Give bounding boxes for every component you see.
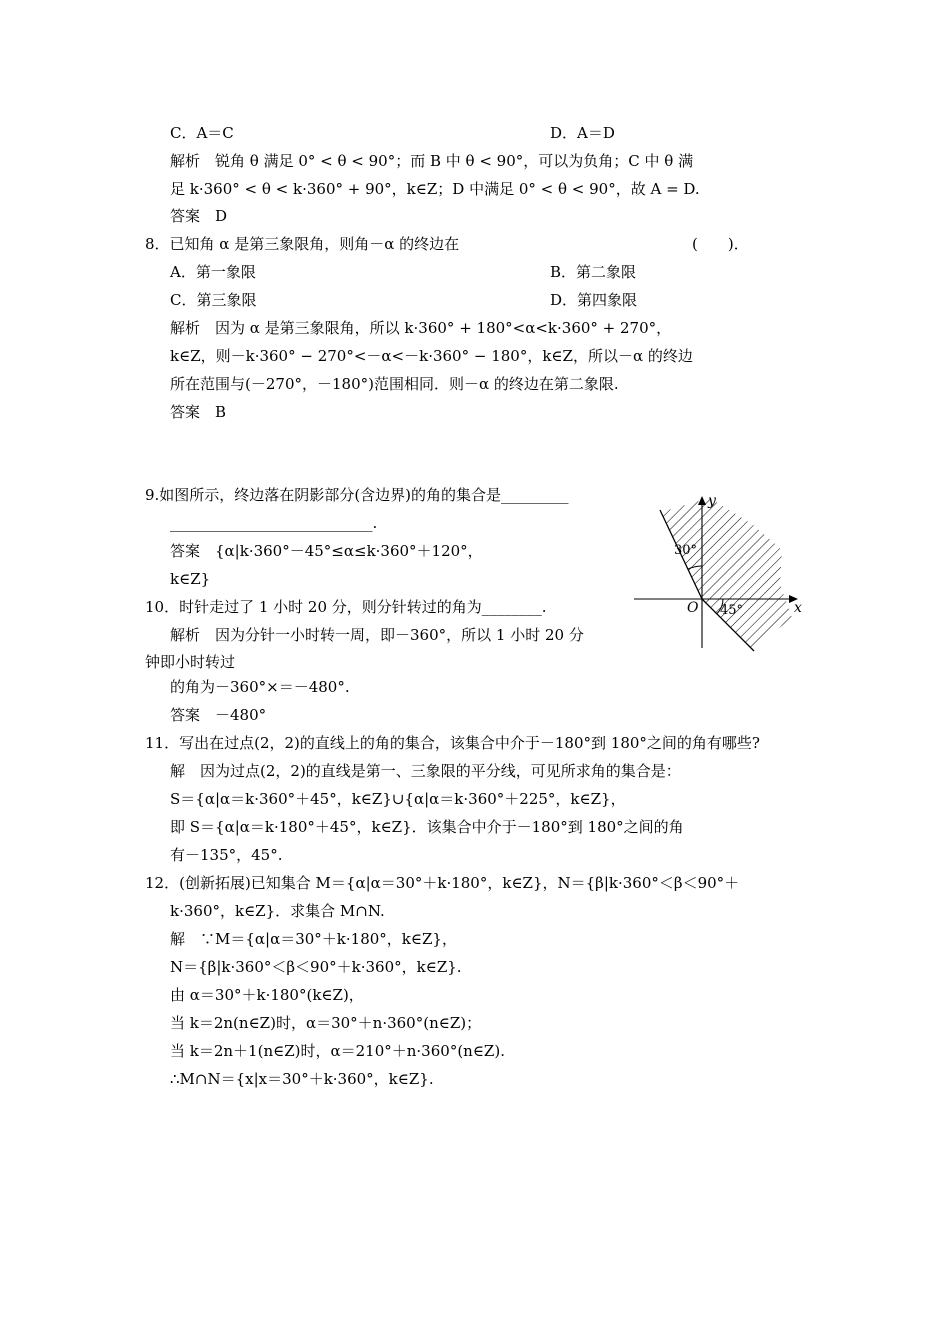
q8-option-d: D．第四象限	[550, 291, 638, 309]
y-axis-label: y	[708, 493, 716, 509]
q12-solution-line-5: 当 k＝2n＋1(n∈Z)时，α＝210°＋n·360°(n∈Z).	[170, 1042, 505, 1060]
q8-paren: ( )．	[692, 235, 749, 253]
q7-analysis-line-2: 足 k·360° < θ < k·360° + 90°，k∈Z；D 中满足 0° < θ < 90°，故 A = D.	[170, 180, 700, 198]
q12-stem-line-1: 12．(创新拓展)已知集合 M＝{α|α＝30°＋k·180°，k∈Z}，N＝{β|k·360°＜β＜90°＋	[145, 874, 740, 892]
q11-solution-line-1: 解 因为过点(2，2)的直线是第一、三象限的平分线，可见所求角的集合是：	[170, 762, 681, 780]
q9-stem: 9.如图所示，终边落在阴影部分(含边界)的角的集合是_________	[145, 486, 569, 504]
q8-answer: 答案 B	[170, 403, 227, 421]
q8-option-a: A．第一象限	[170, 263, 256, 281]
q12-solution-line-4: 当 k＝2n(n∈Z)时，α＝30°＋n·360°(n∈Z)；	[170, 1014, 482, 1032]
q7-analysis-line-1: 解析 锐角 θ 满足 0° < θ < 90°；而 B 中 θ < 90°，可以为负角；C 中 θ 满	[170, 152, 694, 170]
q10-analysis-line-1: 解析 因为分针一小时转一周，即－360°，所以 1 小时 20 分	[170, 626, 584, 644]
q10-analysis-line-3: 的角为－360°×＝－480°.	[170, 678, 350, 696]
q8-option-b: B．第二象限	[550, 263, 637, 281]
q12-solution-line-1: 解 ∵M＝{α|α＝30°＋k·180°，k∈Z}，	[170, 930, 457, 948]
q11-solution-line-3: 即 S＝{α|α＝k·180°＋45°，k∈Z}．该集合中介于－180°到 180°之间的角	[170, 818, 684, 836]
q8-analysis-line-1: 解析 因为 α 是第三象限角，所以 k·360° + 180°<α<k·360° + 270°，	[170, 319, 672, 337]
q11-solution-line-2: S＝{α|α＝k·360°＋45°，k∈Z}∪{α|α＝k·360°＋225°，k∈Z}，	[170, 790, 626, 808]
q8-analysis-line-2: k∈Z，则－k·360° − 270°<－α<－k·360° − 180°，k∈Z，所以－α 的终边	[170, 347, 693, 365]
q7-options-row	[170, 123, 615, 143]
q8-option-c: C．第三象限	[170, 291, 257, 309]
q9-figure	[632, 488, 812, 653]
q7-option-c: C．A＝C	[170, 124, 234, 142]
angle-label-30: 30°	[674, 543, 698, 558]
origin-label: O	[687, 600, 699, 616]
q12-solution-line-3: 由 α＝30°＋k·180°(k∈Z)，	[170, 986, 364, 1004]
q12-solution-line-2: N＝{β|k·360°＜β＜90°＋k·360°，k∈Z}.	[170, 958, 462, 976]
q11-stem: 11．写出在过点(2，2)的直线上的角的集合，该集合中介于－180°到 180°之间的角有哪些?	[145, 734, 760, 752]
q8-options-row-2	[170, 290, 638, 310]
x-axis-label: x	[794, 600, 802, 616]
q8-options-row-1	[170, 262, 637, 282]
shaded-region	[661, 498, 792, 649]
q8-analysis-line-3: 所在范围与(－270°，－180°)范围相同．则－α 的终边在第二象限.	[170, 375, 619, 393]
q12-stem-line-2: k·360°，k∈Z}．求集合 M∩N.	[170, 902, 385, 920]
q9-answer-line-2: k∈Z}	[170, 570, 211, 588]
q11-solution-line-4: 有－135°，45°.	[170, 846, 283, 864]
q7-option-d: D．A＝D	[550, 124, 615, 142]
q9-figure-svg	[632, 488, 812, 653]
q9-answer-line-1: 答案 {α|k·360°－45°≤α≤k·360°＋120°，	[170, 542, 483, 560]
q10-answer: 答案 －480°	[170, 706, 267, 724]
q10-analysis-line-2: 钟即小时转过	[145, 653, 236, 671]
angle-label-45: 45°	[720, 603, 744, 618]
q10-stem: 10．时针走过了 1 小时 20 分，则分针转过的角为________.	[145, 598, 547, 616]
q9-blank: ___________________________.	[170, 514, 378, 532]
q12-solution-line-6: ∴M∩N＝{x|x＝30°＋k·360°，k∈Z}.	[170, 1070, 434, 1088]
q8-stem: 8．已知角 α 是第三象限角，则角－α 的终边在	[145, 235, 460, 253]
q7-answer: 答案 D	[170, 207, 228, 225]
